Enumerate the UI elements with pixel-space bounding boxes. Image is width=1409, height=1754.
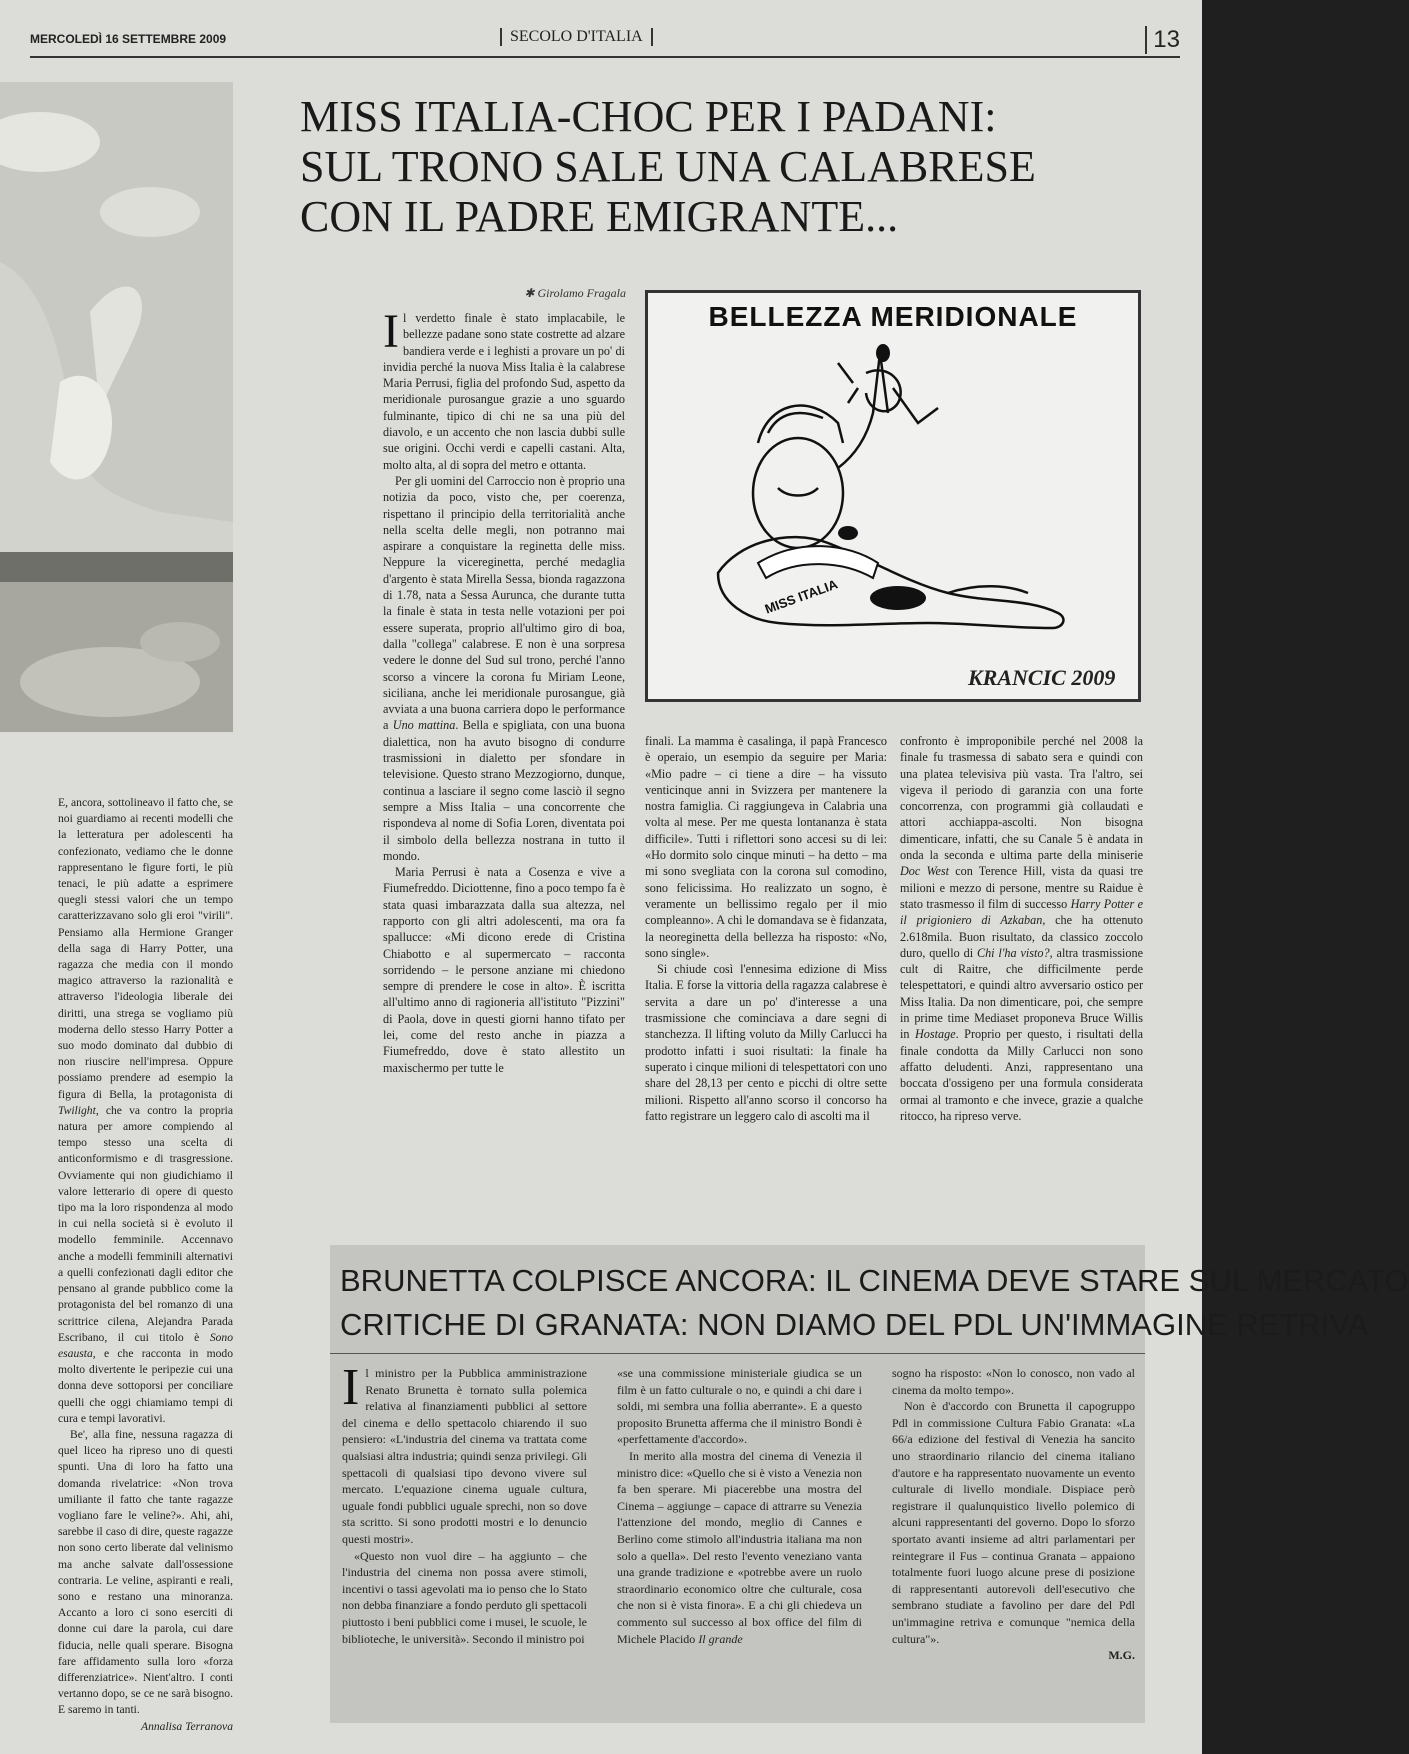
article-paragraph: E, ancora, sottolineavo il fatto che, se noi guardiamo ai recenti modelli che la letteratura per adolescenti ha confezionato, vediamo che le donne rappresentano le figure forti, le più tenaci, le più adatte a esprimere quegli stessi valori che un tempo caratterizzavano solo gli eroi "virili". Pensiamo alla Hermione Granger della saga di Harry Potter, una ragazza che media con il mondo magico attraverso la razionalità e attraverso l'ideologia liberale dei diritti, una strega se vogliamo più moderna dello stesso Harry Potter a suo modo dominato dal dubbio di non riuscire nell'impresa. Oppure possiamo prendere ad esempio la figura di Bella, la protagonista di Twilight, che va contro la propria natura per amore compiendo al tempo stesso una scelta di anticonformismo e di trasgressione. Ovviamente qui non giudichiamo il valore letterario di opere di questo tipo ma la loro rispondenza al modo in cui nella società si è evoluto il modello femminile. Accennavo anche a modelli femminili alternativi a quelli confezionati dagli editor che pensano al grande pubblico come la protagonista del bel romanzo di una scrittrice cilena, Alejandra Parada Escribano, il cui titolo è Sono esausta, e che racconta in modo molto divertente le peripezie cui una donna deve sottoporsi per conciliare quelli che oggi chiamiamo tempi di cura e tempi lavorativi. (58, 796, 233, 1425)
editorial-cartoon (645, 290, 1141, 702)
article-paragraph: Maria Perrusi è nata a Cosenza e vive a Fiumefreddo. Diciottenne, fino a poco tempo fa è stata quasi imbarazzata dalla sua altezza, nel rapporto con gli altri adolescenti, ma ora fa spallucce: «Mi dicono erede di Cristina Chiabotto e al supermercato – racconta sorridendo – le persone anziane mi chiedono sempre di prendere le cose in alto». È iscritta all'ultimo anno di ragioneria all'istituto "Pizzini" di Paola, dove in questi giorni hanno tifato per lei, come del resto anche in piazza a Fiumefreddo, dove è stato allestito un maxischermo per tutte le (383, 865, 625, 1075)
article-paragraph: In merito alla mostra del cinema di Venezia il ministro dice: «Quello che si è visto a Venezia non fa ben sperare. Mi piacerebbe una mostra del Cinema – aggiunge – capace di attrarre su Venezia l'attenzione del mondo, meglio di Cannes e Berlino come stimolo all'industria italiana ma non solo a quella». Del resto l'evento veneziano vanta una grande tradizione e «potrebbe avere un ruolo straordinario economico oltre che culturale, cosa che non si è vista finora». E a chi gli chiedeva un commento sul successo al box office del film di Michele Placido Il grande (617, 1448, 862, 1646)
left-article (58, 795, 233, 1733)
cartoon-signature: KRANCIC 2009 (968, 665, 1116, 690)
article-paragraph: confronto è improponibile perché nel 2008 la finale fu trasmessa di sabato sera e quindi con una platea televisiva più vasta. Tra l'altro, sei vigeva il periodo di garanzia con una forte concorrenza, con programmi già collaudati e attori acchiappa-ascolti. Non bisogna dimenticare, infatti, che su Canale 5 è andata in onda la seconda e ultima parte della miniserie Doc West con Terence Hill, vista da quasi tre milioni e mezzo di persone, mentre su Raidue è stato trasmesso il film di successo Harry Potter e il prigioniero di Azkaban, che ha ottenuto 2.618mila. Buon risultato, da classico zoccolo duro, quello di Chi l'ha visto?, altra trasmissione cult di Raitre, che difficilmente perde telespettatori, e quindi altro avversario ostico per Miss Italia. Da non dimenticare, poi, che sempre in prime time Mediaset proponeva Bruce Willis in Hostage. Proprio per questo, i risultati della finale condotta da Milly Carlucci non sono affatto deludenti. Anzi, rappresentano una boccata d'ossigeno per una formula considerata ormai al tramonto e che invece, grazie a qualche ritocco, ha ripreso verve. (900, 734, 1144, 1123)
headline-line: MISS ITALIA-CHOC PER I PADANI: (300, 92, 997, 141)
page-header (30, 24, 1180, 60)
main-headline (300, 92, 1160, 242)
article-paragraph: sogno ha risposto: «Non lo conosco, non vado al cinema da molto tempo». (892, 1366, 1135, 1397)
article-paragraph: finali. La mamma è casalinga, il papà Francesco è operaio, un esempio da seguire per Maria: «Mio padre – ci tiene a dire – ha vissuto venticinque anni in Svizzera per mantenere la nostra famiglia. Ci raggiungeva in Calabria una volta al mese. Per me questa lontananza è stata difficile». Tutti i riflettori sono accesi su di lei: «Ho dormito solo cinque minuti – ha detto – ma mi sono svegliata con la corona sul comodino, sono felicissima. Ho realizzato un sogno, è veramente un bellissimo regalo per il mio compleanno». A chi le domandava se è fidanzata, la neoreginetta della bellezza ha risposto: «No, sono single». (645, 734, 887, 960)
article-paragraph: «Questo non vuol dire – ha aggiunto – che l'industria del cinema non possa avere stimoli, incentivi o tassi agevolati ma io penso che lo Stato non debba finanziare a fondo perduto gli spettacoli piuttosto i beni pubblici come i musei, le scuole, le biblioteche, le università». Secondo il ministro poi (342, 1548, 587, 1646)
sculpture-image (0, 82, 233, 732)
author-signature: Annalisa Terranova (140, 1719, 233, 1733)
headline-line: CON IL PADRE EMIGRANTE... (300, 192, 899, 241)
byline: ✱ Girolamo Fragala (524, 286, 626, 300)
author-name: Girolamo Fragala (537, 286, 626, 300)
cartoon-sash-label: MISS ITALIA (762, 576, 840, 617)
sculpture-photo (0, 82, 233, 732)
main-article-column-2 (645, 733, 887, 1193)
article-paragraph: Non è d'accordo con Brunetta il capogruppo Pdl in commissione Cultura Fabio Granata: «La 66/a edizione del festival di Venezia ha sancito uno straordinario rilancio del cinema italiano d'autore e ha rappresentato nuovamente un evento culturale di livello mondiale. Dispiace però registrare il qualunquistico livello polemico di alcuni rappresentanti del governo. Dopo lo sforzo sportato avanti insieme ad altri parlamentari per reintegrare il Fus – continua Granata – appaiono totalmente fuori luogo alcune prese di posizione di rappresentanti autorevoli dell'esecutivo che sembrano studiate a favolino per dare del Pdl un'immagine retriva e comunque "nemica della cultura"». (892, 1399, 1135, 1646)
sidebar-headline-line: BRUNETTA COLPISCE ANCORA: IL CINEMA DEVE STARE SUL MERCATO (340, 1263, 1409, 1298)
cartoon-drawing (648, 293, 1138, 699)
sidebar-box (330, 1245, 1409, 1723)
article-paragraph: Si chiude così l'ennesima edizione di Miss Italia. E forse la vittoria della ragazza calabrese è servita a dare un po' d'interesse a una trasmissione che cominciava a dare segni di stanchezza. Il lifting voluto da Milly Carlucci ha prodotto infatti i suoi risultati: la finale ha superato i cinque milioni di telespettatori con uno share del 28,13 per cento e picchi di oltre sette milioni. Rispetto all'anno scorso il concorso ha fatto registrare un leggero calo di ascolti ma il (645, 962, 888, 1123)
issue-date: MERCOLEDÌ 16 SETTEMBRE 2009 (30, 32, 227, 46)
main-article-column-3 (900, 733, 1143, 1193)
main-article-column-1 (383, 305, 626, 1190)
drop-cap: I (383, 305, 399, 358)
sidebar-signature: M.G. (1108, 1648, 1135, 1663)
sidebar-headline (340, 1259, 1409, 1347)
article-paragraph: Per gli uomini del Carroccio non è proprio una notizia da poco, visto che, per coerenza, rispettano il principio della territorialità anche nella scelta delle megli, non potranno mai aspirare a conquistare la reginetta delle miss. Neppure la vicereginetta, perché medaglia d'argento è stata Mirella Sessa, bionda ragazzona di 1.78, nata a Sessa Aurunca, che durante tutta la finale è stata in testa nelle votazioni per poi essere superata, proprio all'ultimo giro di boa, dalla "collega" calabrese. E non è una sorpresa vedere le donne del Sud sul trono, perché l'anno scorso a vincere la corona fu Miriam Leone, siciliana, anche lei meridionale purosangue, già avviata a una buona carriera dopo le performance a Uno mattina. Bella e spigliata, con una buona dialettica, non ha avuto bisogno di condurre trasmissioni in dialetto per sfondare in televisione. Questo strano Mezzogiorno, dunque, continua a lasciare il segno come lasciò il segno sempre a Miss Italia – una concorrente che rispondeva al nome di Sofia Loren, diventata poi il simbolo della bellezza nostrana in tutto il mondo. (383, 473, 626, 863)
header-rule (30, 56, 1180, 58)
cartoon-title: BELLEZZA MERIDIONALE (708, 301, 1078, 332)
article-paragraph: Il verdetto finale è stato implacabile, le bellezze padane sono state costrette ad alzare bandiera verde e i leghisti a provare un po' di invidia perché la nuova Miss Italia è la calabrese Maria Perrusi, figlia del profondo Sud, aspetto da meridionale purosangue grazie a uno sguardo fulminante, tipico di chi ne sa una più del diavolo, e un accento che non lascia dubbi sulle sue origini. Occhi verdi e capelli castani. Alta, molto alta, al di sopra del metro e ottanta. (383, 305, 625, 472)
sidebar-column-3 (892, 1365, 1135, 1664)
headline-line: SUL TRONO SALE UNA CALABRESE (300, 142, 1036, 191)
sidebar-headline-line: CRITICHE DI GRANATA: NON DIAMO DEL PDL UN'IMMAGINE RETRIVA (340, 1307, 1369, 1342)
drop-cap: I (342, 1359, 360, 1416)
sidebar-rule (330, 1353, 1145, 1354)
page-number: 13 (1145, 26, 1180, 54)
article-paragraph: «se una commissione ministeriale giudica se un film è un fatto culturale o no, e quindi a chi dare i soldi, mi sembra una follia aberrante». E a questo proposito Brunetta afferma che il ministro Bondi è «perfettamente d'accordo». (617, 1366, 862, 1447)
sidebar-column-2 (617, 1365, 862, 1647)
newspaper-name: SECOLO D'ITALIA (500, 28, 653, 46)
sidebar-column-1 (342, 1359, 587, 1647)
article-paragraph: Be', alla fine, nessuna ragazza di quel liceo ha ripreso uno di questi spunti. Una di loro ha fatto una domanda rivelatrice: «Non trova umiliante il fatto che tante ragazze vogliano fare le veline?». Ahi, ahi, sarebbe il caso di dire, queste ragazze non sono certo liberate dal velinismo ma anche salvate dall'ossessione contraria. Le veline, aspiranti e reali, sono e restano una minoranza. Accanto a loro ci sono eserciti di donne cui dare la parola, cui dare fiducia, nelle quali sperare. Bisogna fare affidamento sulla loro «forza differenziatrice». Nient'altro. I conti vertanno dopo, se ce ne sarà bisogno. E saremo in tanti. (58, 1427, 233, 1717)
article-paragraph: Il ministro per la Pubblica amministrazione Renato Brunetta è tornato sulla polemica relativa al finanziamenti pubblici al settore del cinema e dello spettacolo chiarendo il suo pensiero: «L'industria del cinema va trattata come qualsiasi altra industria; quindi senza privilegi. Gli spettacoli di qualsiasi tipo devono vivere sul mercato. L'equazione cinema uguale cultura, uguale fondi pubblici uguale sprechi, non so dove sta scritto. Si sono prodotti mostri e lo denuncio questi mostri». (342, 1359, 587, 1546)
